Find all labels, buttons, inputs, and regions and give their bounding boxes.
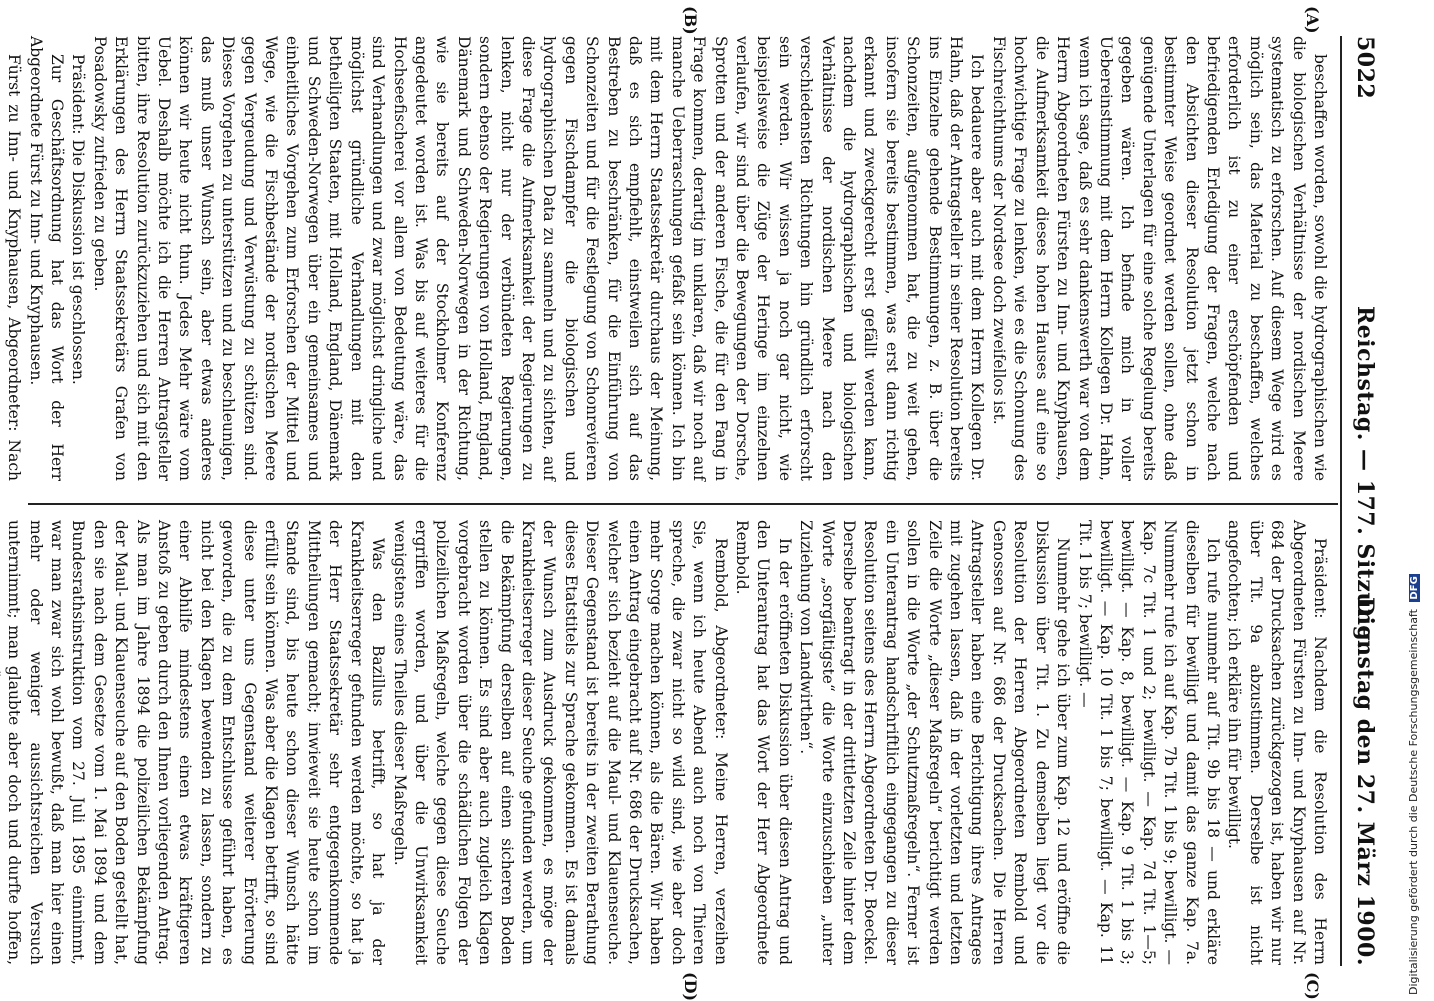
paragraph: Ich rufe nunmehr auf Tit. 9b bis 18 — und erkläre dieselben für bewilligt und damit das ganze Kap. 7a. Nummehr rufe ich auf Kap. 7b Tit. 1 bis 9; bewilligt. — Kap. 7c Tit. 1 und 2; bewilligt. — Kap. 7d Tit. 1—5; bewilligt. — Kap. 8, bewilligt. — Kap. 9 Tit. 1 bis 3; bewilligt. — Kap. 10 Tit. 1 bis 7; bewilligt. — Kap. 11 Tit. 1 bis 7; bewilligt. — — [1075, 520, 1222, 965]
paragraph: Zur Geschäftsordnung hat das Wort der Herr Abgeordnete Fürst zu Inn- und Knyphausen. — [26, 36, 67, 481]
column-divider — [28, 503, 1338, 505]
margin-mark-c: (C) — [1303, 972, 1322, 1000]
running-title: Reichstag. — 177. Sitzung. — [1352, 306, 1378, 650]
paragraph: Fürst zu Inn- und Knyphausen, Abgeordneter: Nach — [5, 54, 24, 481]
paragraph: Nunmehr gehe ich über zum Kap. 12 und eröffne die Diskussion über Tit. 1. Zu demselben liegt vor die Resolution der Herren Abgeordneten Rembold und Genossen auf Nr. 686 der Drucksachen. Die Herren Antragsteller haben eine Berichtigung ihres Antrages mit zugehen lassen, daß in der vorletzten und letzten Zeile die Worte „dieser Maßregeln“ berichtigt werden sollen in die Worte „der Schutzmaßregeln“. Ferner ist ein Unterantrag handschriftlich eingegangen zu dieser Resolution seitens des Herrn Abgeordneten Dr. Boeckel. Derselbe beantragt in der drittletzten Zeile hinter dem Worte „sorgfältigste“ die Worte einzuschieben „unter Zuziehung von Landwirthen“. — [797, 520, 1073, 965]
right-column — [5, 520, 1330, 965]
session-date: Dienstag den 27. März 1900. — [1352, 597, 1378, 966]
paragraph: In der eröffneten Diskussion über diesen Antrag und den Unterantrag hat das Wort der Herr Abgeordnete Rembold. — [733, 520, 794, 965]
margin-mark-b: (B) — [681, 6, 700, 35]
left-column — [5, 36, 1330, 481]
margin-mark-a: (A) — [1303, 6, 1322, 34]
paragraph: Was den Bazillus betrifft, so hat ja der Krankheitserreger gefunden werden möchte, so hat ja der Herr Staatssekretär sehr entgegenkommende Mittheilungen gemacht; inwieweit sie heute schon im Stande sind, bis heute schon dieser Wunsch hätte erfüllt sein können. Was aber die Klagen betrifft, so sind diese unter uns Gegenstand weiterer Erörterung geworden, die zu dem Entschlusse geführt haben, es nicht bei den Klagen bewenden zu lassen, sondern zu einer Abhilfe mindestens einen etwas kräftigeren Anstoß zu geben durch den Ihnen vorliegenden Antrag. Als man im Jahre 1894 die polizeilichen Bekämpfung der Maul- und Klauenseuche auf den Boden gestellt hat, den sie nach dem Gesetze vom 1. Mai 1894 und dem Bundesrathsinstruktion vom 27. Juli 1895 einnimmt, war man zwar sich wohl bewußt, daß man hier einen mehr oder weniger aussichtsreichen Versuch unternimmt; man glaubte aber doch und durfte hoffen, — [5, 520, 388, 965]
dfg-logo: DFG — [1409, 576, 1420, 600]
margin-mark-d: (D) — [681, 972, 700, 1001]
paragraph: Präsident: Die Diskussion ist geschlossen. — [69, 54, 88, 385]
paragraph: Präsident: Nachdem die Resolution des Herrn Abgeordneten Fürsten zu Inn- und Knyphausen auf Nr. 684 der Drucksachen zurückgezogen ist, haben wir nur über Tit. 9a abzustimmen. Derselbe ist nicht angefochten; ich erkläre ihn für bewilligt. — [1225, 520, 1329, 965]
credit-text: Digitalisierung gefördert durch die Deutsche Forschungsgemeinschaft — [1407, 609, 1420, 995]
header-rule — [1340, 36, 1342, 966]
paragraph: beschaffen worden, sowohl die hydrographischen wie die biologischen Verhältnisse der nordischen Meere systematisch zu erforschen. Auf diesem Wege wird es möglich sein, das Material zu beschaffen, welches erforderlich ist zu einer erschöpfenden und befriedigenden Erledigung der Fragen, welche nach den Absichten dieser Resolution jetzt schon in bestimmter Weise geordnet werden sollen, ohne daß genügende Unterlagen für eine solche Regelung bereits gegeben wären. Ich befinde mich in voller Uebereinstimmung mit dem Herrn Kollegen Dr. Hahn, wenn ich sage, daß es sehr dankenswerth war von dem Herrn Abgeordneten Fürsten zu Inn- und Knyphausen, die Aufmerksamkeit dieses hohen Hauses auf eine so hochwichtige Frage zu lenken, wie es die Schonung des Fischreichthums der Nordsee doch zweifellos ist. — [989, 36, 1329, 481]
paragraph: Rembold, Abgeordneter: Meine Herren, verzeihen Sie, wenn ich heute Abend auch noch von Thieren spreche, die zwar nicht so wild sind, wie aber doch mehr Sorge machen können, als die Bären. Wir haben einen Antrag eingebracht auf Nr. 686 der Drucksachen, welcher sich bezieht auf die Maul- und Klauenseuche. Dieser Gegenstand ist bereits in der zweiten Berathung dieses Etatstitels zur Sprache gekommen. Es ist damals der Wunsch zum Ausdruck gekommen, es möge der Krankheitserreger dieser Seuche gefunden werden, um die Bekämpfung derselben auf einen sicheren Boden stellen zu können. Es sind aber auch zugleich Klagen vorgebracht worden über die schädlichen Folgen der polizeilichen Maßregeln, welche gegen diese Seuche ergriffen worden, und über die Unwirksamkeit wenigstens eines Theiles dieser Maßregeln. — [390, 520, 730, 965]
page-header — [1344, 36, 1384, 966]
page-number: 5022 — [1352, 36, 1378, 100]
digitization-credit — [1407, 574, 1420, 995]
paragraph: Ich bedauere aber auch mit dem Herrn Kollegen Dr. Hahn, daß der Antragsteller in seiner Resolution bereits ins Einzelne gehende Bestimmungen, z. B. über die Schonzeiten, aufgenommen hat, die zu weit gehen, insofern sie bereits bestimmen, was erst dann richtig erkannt und zweckgerecht erst gefällt werden kann, nachdem die hydrographischen und biologischen Verhältnisse der nordischen Meere nach den verschiedensten Richtungen hin gründlich erforscht sein werden. Wir wissen ja noch gar nicht, wie beispielsweise die Züge der Heringe im einzelnen verlaufen, wir sind über die Bewegungen der Dorsche, Sprotten und der anderen Fische, die für den Fang in Frage kommen, derartig im unklaren, daß wir noch auf manche Ueberraschungen gefaßt sein können. Ich bin mit dem Herrn Staatssekretär durchaus der Meinung, daß es sich empfiehlt, einstweilen sich auf das Bestreben zu beschränken, für die Einführung von Schonzeiten und für die Festlegung von Schonrevieren gegen Fischdampfer die biologischen und hydrographischen Data zu sammeln und zu sichten, auf diese Frage die Aufmerksamkeit der Regierungen zu lenken, nicht nur der verbündeten Regierungen, sondern ebenso der Regierungen von Holland, England, Dänemark und Schweden-Norwegen in der Richtung, wie sie bereits auf der Stockholmer Konferenz angedeutet worden ist. Was bis auf weiteres für die Hochseefischerei vor allem von Bedeutung wäre, das sind Verhandlungen und zwar möglichst dringliche und möglichst gründliche Verhandlungen mit den betheiligten Staaten, mit Holland, England, Dänemark und Schweden-Norwegen über ein gemeinsames und einheitliches Vorgehen zum Erforschen der Mittel und Wege, wie die Fischbestände der nordischen Meere gegen Vergeudung und Verwüstung zu schützen sind. Dieses Vorgehen zu unterstützen und zu beschleunigen, das muß unser Wunsch sein, aber etwas anderes können wir heute nicht thun. Jedes Mehr wäre vom Uebel. Deshalb möchte ich die Herren Antragsteller bitten, ihre Resolution zurückzuziehen und sich mit den Erklärungen des Herrn Staatssekretärs Grafen von Posadowsky zufrieden zu geben. — [90, 36, 987, 481]
